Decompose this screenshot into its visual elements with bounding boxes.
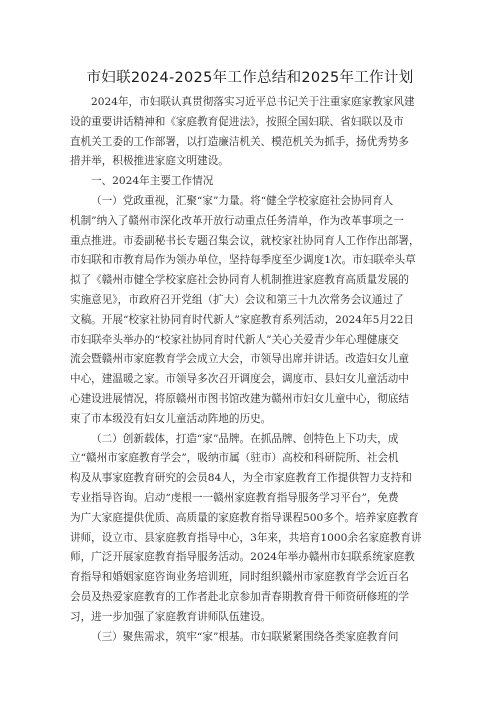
paragraph-line: 重点推进。市委副秘书长专题召集会议，就校家社协同育人工作作出部署， — [70, 234, 420, 247]
paragraph-line: 束了市本级没有妇女儿童活动阵地的历史。 — [70, 412, 272, 425]
paragraph-line: 中心，建温暖之家。市领导多次召开调度会，调度市、县妇女儿童活动中 — [70, 373, 409, 386]
paragraph-line: 讲师，设立市、县家庭教育指导中心，3年来，共培育1000余名家庭教育讲 — [70, 531, 422, 544]
document-body — [70, 93, 438, 647]
paragraph-line: 实施意见》，市政府召开党组（扩大）会议和第三十九次常务会议通过了 — [70, 293, 404, 306]
paragraph-line: 设的重要讲话精神和《家庭教育促进法》，按照全国妇联、省妇联以及市 — [70, 115, 404, 128]
paragraph-line: （三）聚焦需求，筑牢“家”根基。市妇联紧紧围绕各类家庭教育问 — [91, 630, 399, 643]
paragraph-line: （二）创新载体，打造“家”品牌。在抓品牌、创特色上下功夫，成 — [91, 432, 399, 445]
paragraph-line: 直机关工委的工作部署，以打造廉洁机关、模范机关为抓手，扬优秀势多 — [70, 135, 409, 148]
document-title: 市妇联2024-2025年工作总结和2025年工作计划 — [86, 70, 414, 86]
paragraph-line: 构及从事家庭教育研究的会员84人，为全市家庭教育工作提供智力支持和 — [70, 472, 412, 485]
paragraph-line: 文稿。开展“校家社协同育时代新人”家庭教育系列活动，2024年5月22日 — [70, 313, 415, 326]
paragraph-line: 专业指导咨询。启动“虔根一一赣州家庭教育指导服务学习平台”，免费 — [70, 491, 399, 504]
paragraph-line: 育指导和婚姻家庭咨询业务培训班，同时组织赣州市家庭教育学会近百名 — [70, 571, 409, 584]
paragraph-line: 市妇联牵头举办的“校家社协同育时代新人”关心关爱青少年心理健康交 — [70, 333, 399, 346]
paragraph-line: 拟了《赣州市健全学校家庭社会协同育人机制推进家庭教育高质量发展的 — [70, 274, 409, 287]
paragraph-line: 2024年，市妇联认真贯彻落实习近平总书记关于注重家庭家教家风建 — [91, 96, 415, 108]
paragraph-line: 流会暨赣州市家庭教育学会成立大会，市领导出席并讲话。改造妇女儿童 — [70, 353, 409, 366]
paragraph-line: 心建设进展情况，将原赣州市图书馆改建为赣州市妇女儿童中心，彻底结 — [70, 392, 409, 405]
paragraph-line: 措并举，积极推进家庭文明建设。 — [70, 155, 229, 168]
paragraph-line: 机制”纳入了赣州市深化改革开放行动重点任务清单，作为改革事项之一 — [70, 214, 404, 227]
paragraph-line: 会员及热爱家庭教育的工作者赴北京参加青春期教育骨干师资研修班的学 — [70, 590, 409, 603]
paragraph-line: 市妇联和市教育局作为领办单位，坚持每季度至少调度1次。市妇联牵头草 — [70, 254, 416, 267]
paragraph-line: （一）党政重视，汇聚“家”力量。将“健全学校家庭社会协同育人 — [91, 194, 394, 207]
paragraph-line: 习，进一步加强了家庭教育讲师队伍建设。 — [70, 610, 272, 623]
paragraph-line: 立“赣州市家庭教育学会”，吸纳市属（驻市）高校和科研院所、社会机 — [70, 452, 399, 465]
section-heading: 一、2024年主要工作情况 — [91, 175, 214, 188]
paragraph-line: 师，广泛开展家庭教育指导服务活动。2024年举办赣州市妇联系统家庭教 — [70, 551, 415, 564]
paragraph-line: 为广大家庭提供优质、高质量的家庭教育指导课程500多个。培养家庭教育 — [70, 511, 419, 524]
